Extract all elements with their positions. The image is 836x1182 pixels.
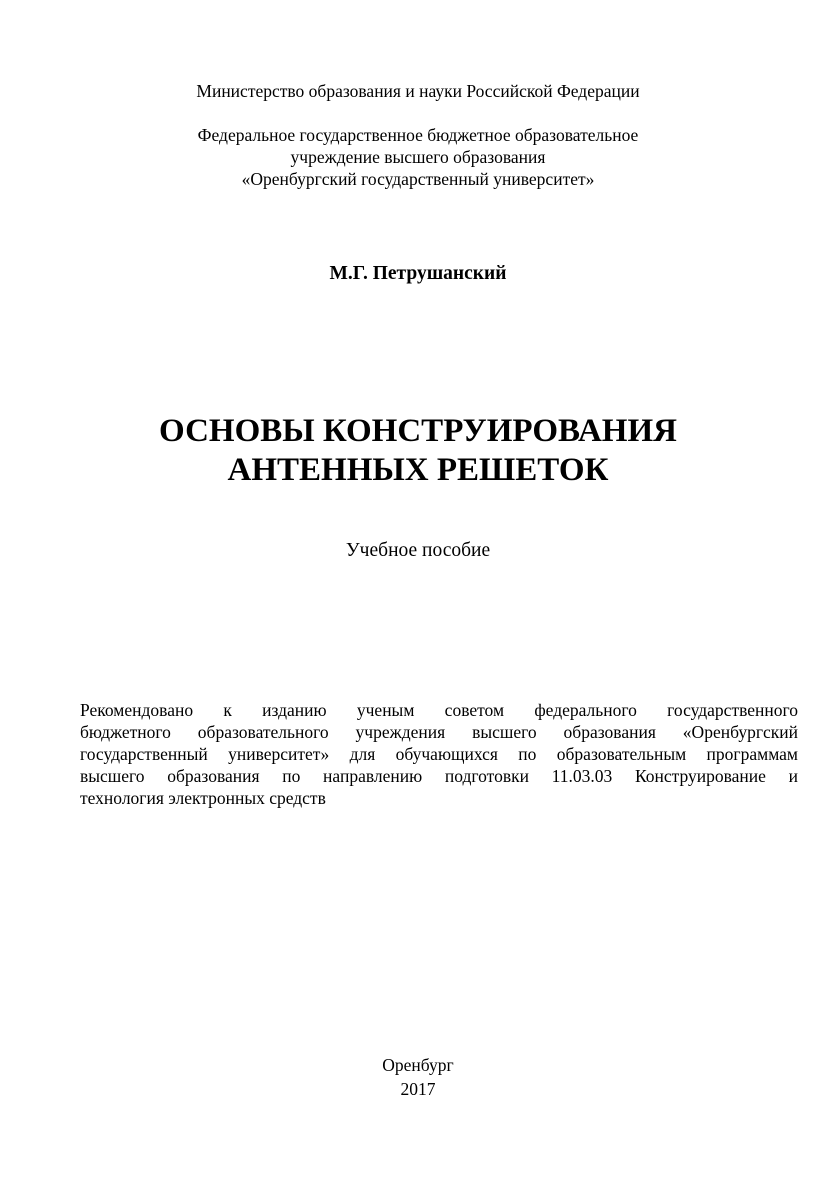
recommendation-paragraph: [80, 699, 798, 809]
ministry-line: Министерство образования и науки Российской Федерации: [196, 81, 640, 101]
recommendation-line-5: технология электронных средств: [80, 788, 326, 808]
document-title: [0, 412, 836, 490]
publication-city: Оренбург: [382, 1055, 454, 1075]
title-line-1: ОСНОВЫ КОНСТРУИРОВАНИЯ: [159, 413, 677, 449]
institution-block: [0, 124, 836, 190]
document-subtitle: Учебное пособие: [345, 540, 491, 561]
recommendation-line-3: государственный университет» для обучающихся по образовательным программам: [80, 744, 798, 764]
recommendation-line-1: Рекомендовано к изданию ученым советом федерального государственного: [80, 700, 798, 720]
institution-line-3: «Оренбургский государственный университет»: [241, 169, 595, 189]
title-line-2: АНТЕННЫХ РЕШЕТОК: [227, 452, 609, 488]
recommendation-line-2: бюджетного образовательного учреждения высшего образования «Оренбургский: [80, 722, 798, 742]
institution-line-1: Федеральное государственное бюджетное образовательное: [197, 125, 639, 145]
author-name: М.Г. Петрушанский: [329, 263, 507, 284]
institution-line-2: учреждение высшего образования: [290, 147, 546, 167]
recommendation-line-4: высшего образования по направлению подготовки 11.03.03 Конструирование и: [80, 766, 798, 786]
publication-year: 2017: [400, 1079, 436, 1099]
